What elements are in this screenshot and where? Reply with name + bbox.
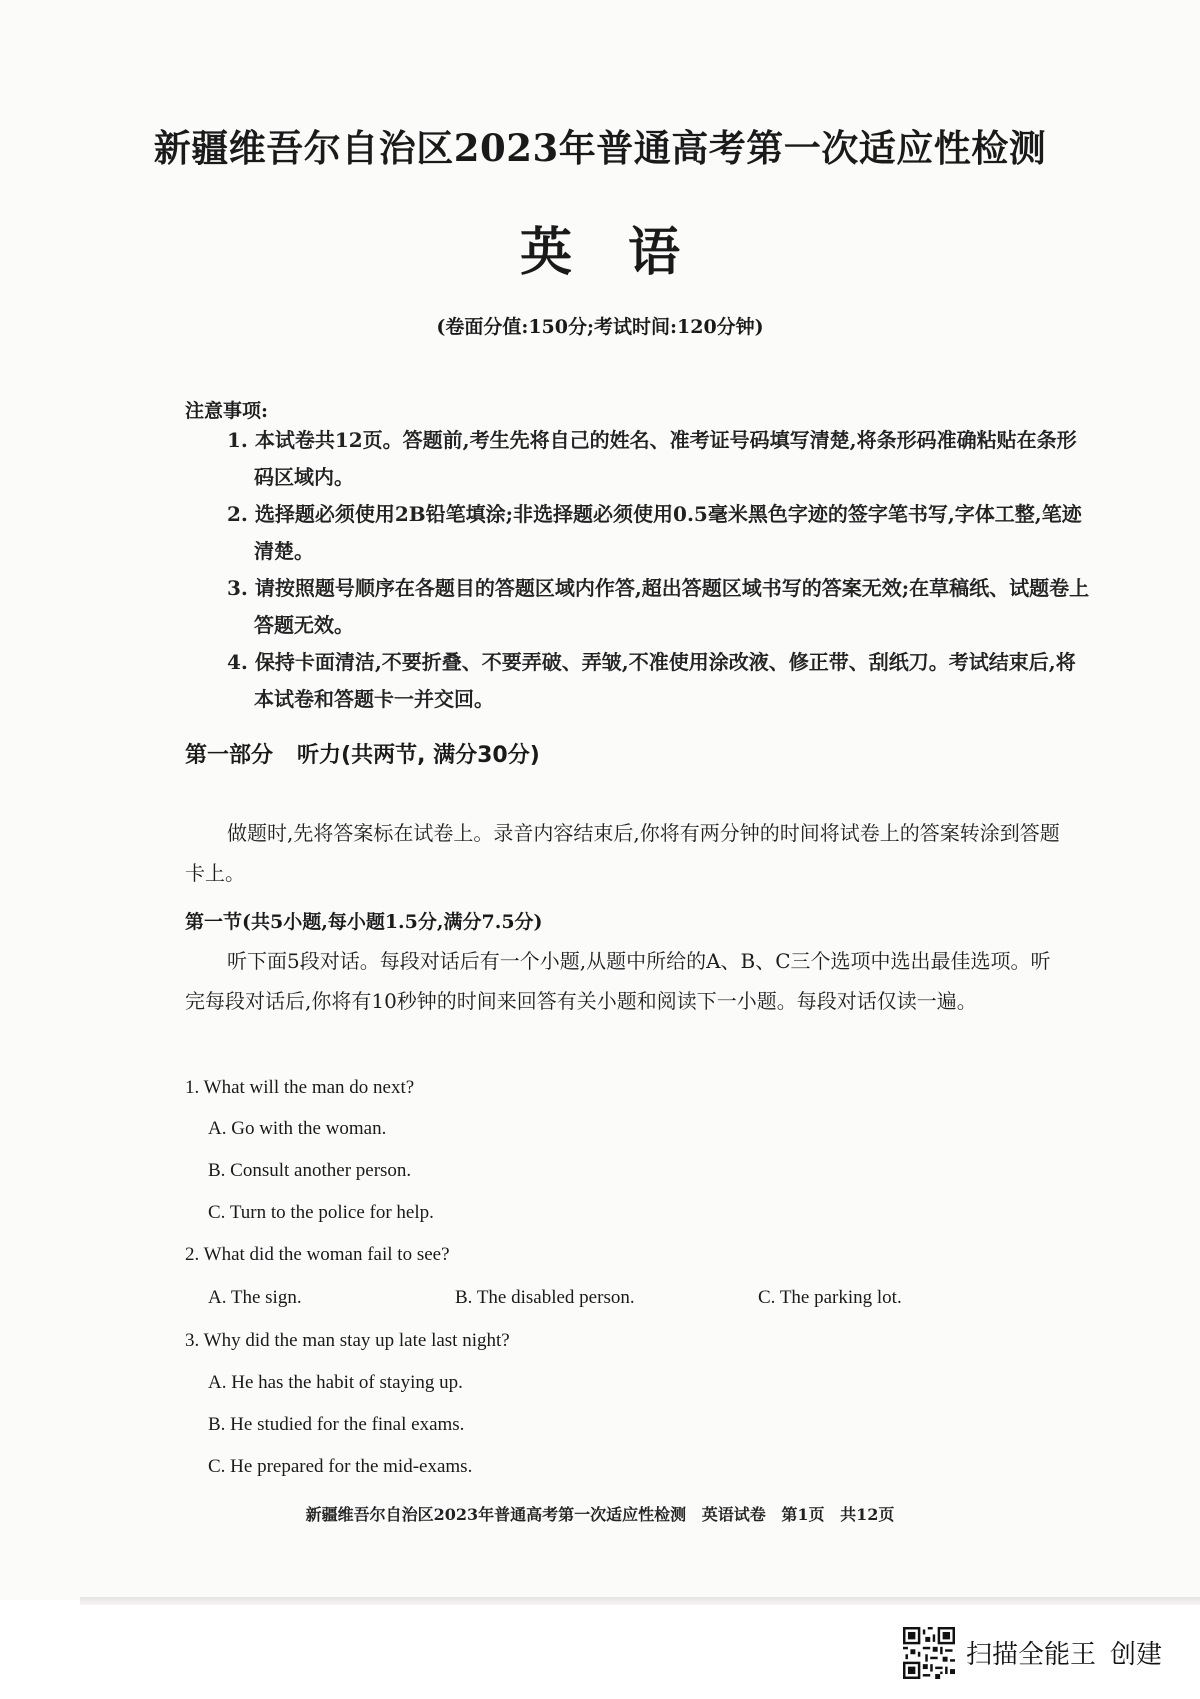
notice-item: 3. 请按照题号顺序在各题目的答题区域内作答,超出答题区域书写的答案无效;在草稿纸、试题卷上答题无效。 <box>227 576 1090 637</box>
option: A. The sign. <box>208 1287 302 1308</box>
question-text: 1. What will the man do next? <box>185 1077 415 1098</box>
subject-char: 英 <box>519 222 572 283</box>
part1-title: 听力(共两节, 满分30分) <box>297 743 540 768</box>
option: A. He has the habit of staying up. <box>208 1372 463 1393</box>
section1-instruction: 听下面5段对话。每段对话后有一个小题,从题中所给的A、B、C三个选项中选出最佳选项。听完每段对话后,你将有10秒钟的时间来回答有关小题和阅读下一小题。每段对话仅读一遍。 <box>185 949 1051 1013</box>
part1-instruction: 做题时,先将答案标在试卷上。录音内容结束后,你将有两分钟的时间将试卷上的答案转涂到答题卡上。 <box>185 821 1060 885</box>
part1-heading <box>185 738 540 769</box>
notice-item: 4. 保持卡面清洁,不要折叠、不要弄破、弄皱,不准使用涂改液、修正带、刮纸刀。考试结束后,将本试卷和答题卡一并交回。 <box>227 650 1076 711</box>
page-footer <box>0 1502 1200 1525</box>
option: B. He studied for the final exams. <box>208 1414 465 1435</box>
score-time-info: (卷面分值:150分;考试时间:120分钟) <box>436 316 764 338</box>
footer-exam: 新疆维吾尔自治区2023年普通高考第一次适应性检测 <box>305 1505 687 1524</box>
subject-title <box>0 210 1200 285</box>
section1-heading: 第一节(共5小题,每小题1.5分,满分7.5分) <box>185 911 543 933</box>
qr-code-icon <box>903 1627 955 1679</box>
scan-edge-divider <box>80 1597 1200 1605</box>
part1-label: 第一部分 <box>185 743 274 768</box>
option: C. He prepared for the mid-exams. <box>208 1456 473 1477</box>
notice-item: 1. 本试卷共12页。答题前,考生先将自己的姓名、准考证号码填写清楚,将条形码准确粘贴在条形码区域内。 <box>227 428 1077 489</box>
option: C. The parking lot. <box>758 1287 902 1308</box>
watermark-app-name: 扫描全能王 <box>966 1640 1097 1670</box>
notices-heading: 注意事项: <box>185 400 269 422</box>
question-text: 2. What did the woman fail to see? <box>185 1244 450 1265</box>
question-text: 3. Why did the man stay up late last night? <box>185 1330 510 1351</box>
option: B. The disabled person. <box>455 1287 635 1308</box>
notice-item: 2. 选择题必须使用2B铅笔填涂;非选择题必须使用0.5毫米黑色字迹的签字笔书写,字体工整,笔迹清楚。 <box>227 502 1082 563</box>
footer-total: 共12页 <box>840 1505 895 1524</box>
option: B. Consult another person. <box>208 1160 412 1181</box>
option: C. Turn to the police for help. <box>208 1202 434 1223</box>
exam-title: 新疆维吾尔自治区2023年普通高考第一次适应性检测 <box>153 126 1047 170</box>
option: A. Go with the woman. <box>208 1118 387 1139</box>
footer-paper: 英语试卷 <box>701 1505 766 1524</box>
watermark-caption <box>966 1634 1176 1671</box>
footer-page: 第1页 <box>781 1505 825 1524</box>
subject-char: 语 <box>628 222 681 283</box>
watermark-action: 创建 <box>1110 1640 1163 1670</box>
